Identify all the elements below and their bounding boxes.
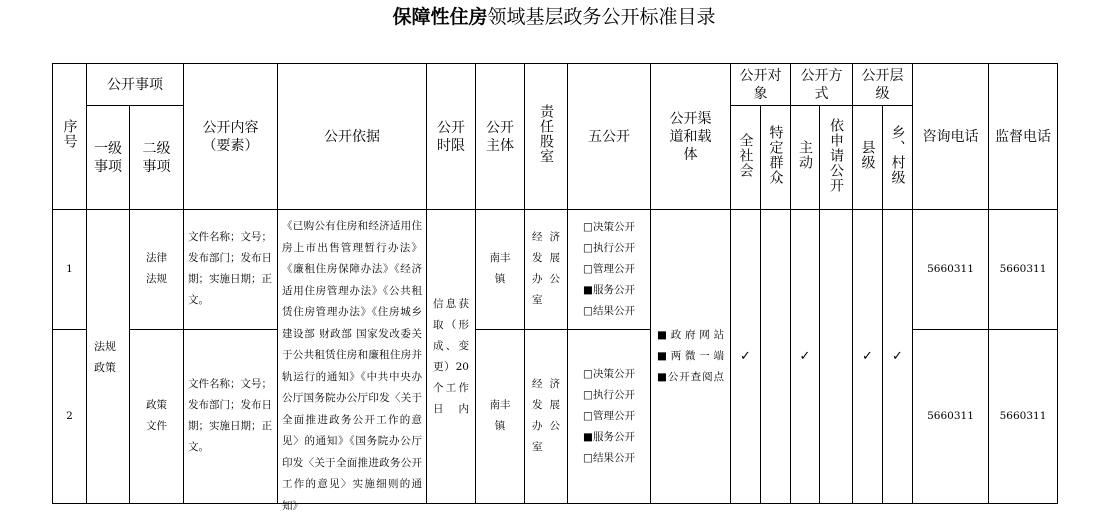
header-mode-active: 主动 [791,106,820,210]
five-open-item: □管理公开 [583,262,635,275]
channel-item: ■两微一端 [657,350,724,362]
row1-five-open [568,210,651,330]
row1-consult-phone: 5660311 [913,210,989,330]
row2-dept: 经济发展办公室 [525,329,568,503]
five-open-item: □结果公开 [583,304,635,317]
header-subject: 公开主体 [476,64,525,210]
shared-level1: 法规政策 [87,210,130,504]
row1-subject: 南丰镇 [476,210,525,330]
table-row [53,210,1058,330]
title-rest: 领域基层政务公开标准目录 [487,6,716,28]
five-open-item: □结果公开 [583,451,635,464]
header-level2: 二级事项 [130,106,184,210]
header-level-town: 乡、村级 [883,106,913,210]
obj-specific-cell [761,210,791,504]
shared-time-limit: 信息获取（形成、变更）20个工作日内 [427,210,476,504]
header-channel: 公开渠道和载体 [651,64,731,210]
header-level1: 一级事项 [87,106,130,210]
obj-all-check: ✓ [731,210,761,504]
level-county-check: ✓ [853,210,883,504]
page-title [0,4,1108,30]
row2-supervise-phone: 5660311 [989,329,1058,503]
five-open-item: □管理公开 [583,409,635,422]
header-five-open: 五公开 [568,64,651,210]
header-content: 公开内容（要素） [184,64,278,210]
header-dept: 责任股室 [525,64,568,210]
five-open-item: □决策公开 [583,220,635,233]
shared-basis: 《已购公有住房和经济适用住房上市出售管理暂行办法》《廉租住房保障办法》《经济适用住房管理办法》《公共租赁住房管理办法》《住房城乡建设部 财政部 国家发改委关于公共租赁住房和廉租住房并轨运行的通知》《中共中央办公厅国务院办公厅印发〈关于全面推进政务公开工作的意见〉的通知》《国务院办公厅印发〈关于全面推进政务公开工作的意见〉实施细则的通知》 [278,210,427,504]
header-obj-specific: 特定群众 [761,106,791,210]
header-seq: 序号 [53,64,87,210]
header-level: 公开层级 [853,64,913,106]
row1-seq: 1 [53,210,87,330]
five-open-item: ■服务公开 [583,283,635,296]
row1-supervise-phone: 5660311 [989,210,1058,330]
header-mode-request: 依申请公开 [820,106,853,210]
header-object: 公开对象 [731,64,791,106]
row2-five-open [568,329,651,503]
header-basis: 公开依据 [278,64,427,210]
channel-item: ■公开查阅点 [657,371,724,383]
header-mode: 公开方式 [791,64,853,106]
row2-content: 文件名称；文号；发布部门；发布日期；实施日期；正文。 [184,329,278,503]
row2-consult-phone: 5660311 [913,329,989,503]
header-obj-all: 全社会 [731,106,761,210]
five-open-item: ■服务公开 [583,430,635,443]
row1-dept: 经济发展办公室 [525,210,568,330]
five-open-item: □执行公开 [583,388,635,401]
disclosure-catalog-table [52,63,1058,512]
header-supervise-phone: 监督电话 [989,64,1058,210]
five-open-item: □决策公开 [583,367,635,380]
row1-content: 文件名称；文号；发布部门；发布日期；实施日期；正文。 [184,210,278,330]
channel-item: ■政府网站 [657,329,724,341]
row1-level2: 法律法规 [130,210,184,330]
shared-channel [651,210,731,504]
level-town-check: ✓ [883,210,913,504]
row2-seq: 2 [53,329,87,503]
title-bold-part: 保障性住房 [392,6,488,28]
row2-level2: 政策文件 [130,329,184,503]
five-open-item: □执行公开 [583,241,635,254]
mode-active-check: ✓ [791,210,820,504]
header-consult-phone: 咨询电话 [913,64,989,210]
mode-request-cell [820,210,853,504]
header-time-limit: 公开时限 [427,64,476,210]
header-matter: 公开事项 [87,64,184,106]
header-level-county: 县级 [853,106,883,210]
row2-subject: 南丰镇 [476,329,525,503]
